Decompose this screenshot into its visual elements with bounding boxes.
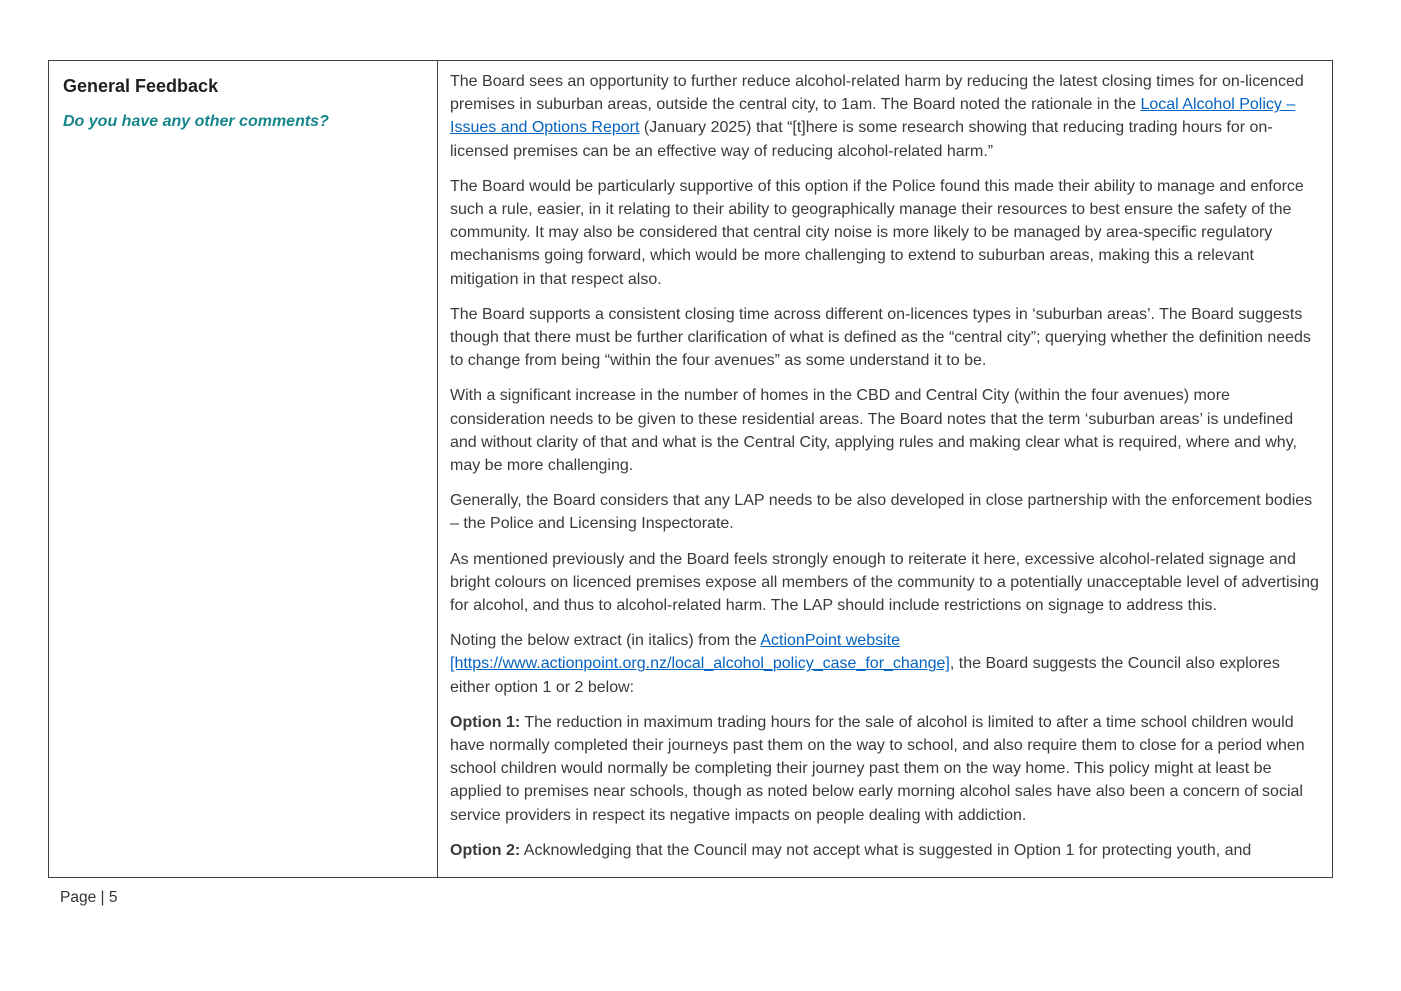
paragraph bbox=[450, 384, 1322, 477]
text-run: Acknowledging that the Council may not accept what is suggested in Option 1 for protecting youth, and bbox=[520, 841, 1252, 859]
feedback-question: Do you have any other comments? bbox=[63, 113, 329, 130]
general-feedback-table bbox=[48, 60, 1333, 878]
page-number-footer: Page | 5 bbox=[60, 889, 118, 906]
paragraph bbox=[450, 489, 1322, 535]
paragraph bbox=[450, 70, 1322, 163]
paragraph bbox=[450, 839, 1322, 862]
text-run: The Board would be particularly supportive of this option if the Police found this made their ability to manage and enforce such a rule, easier, in it relating to their ability to geographically manage their resources to best ensure the safety of the community. It may also be considered that central city noise is more likely to be managed by area-specific regulatory mechanisms going forward, which would be more challenging to extend to suburban areas, making this a relevant mitigation in that respect also. bbox=[450, 177, 1304, 288]
section-heading: General Feedback bbox=[63, 76, 219, 96]
hyperlink[interactable]: ActionPoint website [https://www.actionpoint.org.nz/local_alcohol_policy_case_for_change] bbox=[450, 632, 950, 673]
bold-run: Option 1: bbox=[450, 713, 521, 731]
bold-run: Option 2: bbox=[450, 841, 521, 859]
text-run: , the Board suggests the Council also explores either option 1 or 2 below: bbox=[450, 655, 1280, 696]
feedback-paragraphs bbox=[450, 70, 1322, 862]
text-run: Generally, the Board considers that any LAP needs to be also developed in close partnership with the enforcement bodies – the Police and Licensing Inspectorate. bbox=[450, 492, 1313, 533]
paragraph bbox=[450, 548, 1322, 618]
paragraph bbox=[450, 629, 1322, 699]
paragraph bbox=[450, 303, 1322, 373]
text-run: The Board supports a consistent closing time across different on-licences types in ‘suburban areas’. The Board suggests though that there must be further clarification of what is defined as the “central city”; querying whether the definition needs to change from being “within the four avenues” as some understand it to be. bbox=[450, 305, 1311, 370]
text-run: Noting the below extract (in italics) from the bbox=[450, 632, 761, 650]
text-run: (January 2025) that “[t]here is some research showing that reducing trading hours for on-licensed premises can be an effective way of reducing alcohol-related harm.” bbox=[450, 119, 1273, 160]
paragraph bbox=[450, 175, 1322, 291]
paragraph bbox=[450, 711, 1322, 827]
text-run: With a significant increase in the number of homes in the CBD and Central City (within the four avenues) more consideration needs to be given to these residential areas. The Board notes that the term ‘suburban areas’ is undefined and without clarity of that and what is the Central City, applying rules and making clear what is required, where and why, may be more challenging. bbox=[450, 387, 1297, 475]
feedback-response-cell bbox=[438, 61, 1332, 877]
text-run: The reduction in maximum trading hours for the sale of alcohol is limited to after a time school children would have normally completed their journeys past them on the way to school, and also require them to close for a period when school children would normally be completing their journey past them on the way home. This policy might at least be applied to premises near schools, though as noted below early morning alcohol sales have also been a concern of social service providers in respect its negative impacts on people dealing with addiction. bbox=[450, 713, 1305, 824]
hyperlink[interactable]: Local Alcohol Policy – Issues and Options Report bbox=[450, 96, 1296, 137]
feedback-label-cell bbox=[49, 61, 438, 877]
text-run: The Board sees an opportunity to further reduce alcohol-related harm by reducing the latest closing times for on-licenced premises in suburban areas, outside the central city, to 1am. The Board noted the rationale in the bbox=[450, 73, 1304, 114]
text-run: As mentioned previously and the Board feels strongly enough to reiterate it here, excessive alcohol-related signage and bright colours on licenced premises expose all members of the community to a potentially unacceptable level of advertising for alcohol, and thus to alcohol-related harm. The LAP should include restrictions on signage to address this. bbox=[450, 550, 1319, 615]
